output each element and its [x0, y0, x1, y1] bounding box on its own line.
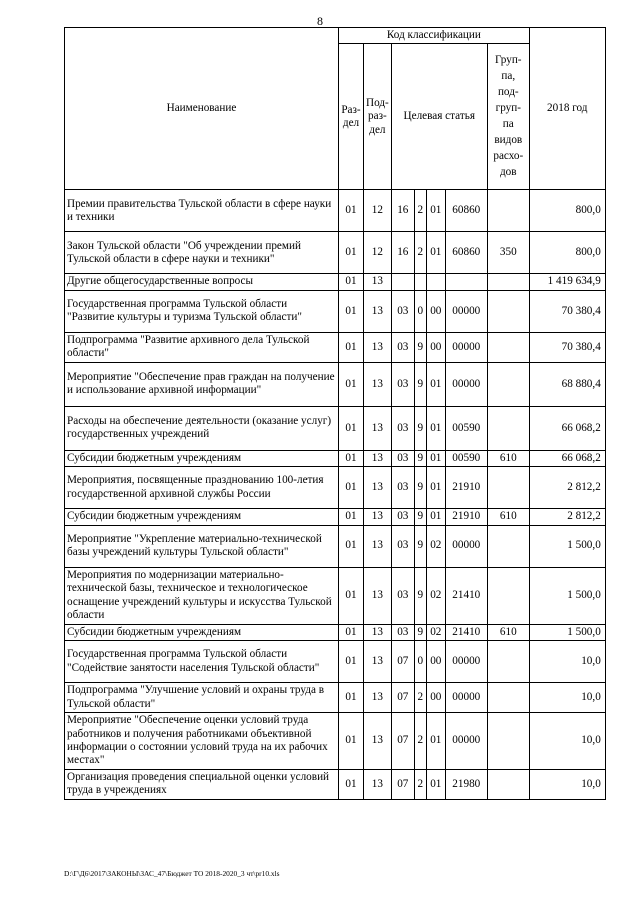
subprogram-code: 9 [414, 332, 426, 362]
razdel-code: 01 [339, 683, 364, 713]
podrazdel-code: 13 [364, 567, 392, 624]
direction-code: 21410 [445, 624, 487, 640]
subprogram-code [414, 274, 426, 290]
razdel-code: 01 [339, 450, 364, 466]
row-name: Закон Тульской области "Об учреждении премий Тульской области в сфере науки и техники" [65, 232, 339, 274]
razdel-code: 01 [339, 624, 364, 640]
expense-type-code [487, 567, 529, 624]
row-name: Другие общегосударственные вопросы [65, 274, 339, 290]
expense-type-code [487, 641, 529, 683]
row-name: Организация проведения специальной оценки условий труда в учреждениях [65, 769, 339, 799]
razdel-code: 01 [339, 467, 364, 509]
direction-code: 00590 [445, 406, 487, 450]
measure-code: 00 [426, 641, 445, 683]
table-row [65, 467, 606, 509]
program-code: 16 [391, 190, 414, 232]
target-article-header: Целевая статья [391, 44, 487, 190]
row-name: Подпрограмма "Развитие архивного дела Тульской области" [65, 332, 339, 362]
measure-code: 01 [426, 450, 445, 466]
podrazdel-code: 13 [364, 624, 392, 640]
subprogram-code: 0 [414, 290, 426, 332]
direction-code [445, 274, 487, 290]
direction-code: 00000 [445, 641, 487, 683]
table-row [65, 406, 606, 450]
podrazdel-code: 12 [364, 190, 392, 232]
row-name: Мероприятия, посвященные празднованию 100-летия государственной архивной службы России [65, 467, 339, 509]
table-row [65, 332, 606, 362]
expense-type-code [487, 406, 529, 450]
razdel-code: 01 [339, 641, 364, 683]
amount-2018: 70 380,4 [529, 332, 605, 362]
row-name: Субсидии бюджетным учреждениям [65, 624, 339, 640]
razdel-code: 01 [339, 190, 364, 232]
expense-type-code [487, 290, 529, 332]
amount-2018: 66 068,2 [529, 450, 605, 466]
row-name: Мероприятие "Обеспечение прав граждан на получение и использование архивной информации" [65, 362, 339, 406]
direction-code: 60860 [445, 232, 487, 274]
table-row [65, 567, 606, 624]
razdel-code: 01 [339, 769, 364, 799]
direction-code: 00000 [445, 525, 487, 567]
expense-type-code [487, 332, 529, 362]
amount-2018: 800,0 [529, 190, 605, 232]
direction-code: 21410 [445, 567, 487, 624]
row-name: Премии правительства Тульской области в сфере науки и техники [65, 190, 339, 232]
expense-type-code: 350 [487, 232, 529, 274]
direction-code: 21910 [445, 509, 487, 525]
row-name: Субсидии бюджетным учреждениям [65, 509, 339, 525]
podrazdel-code: 13 [364, 683, 392, 713]
expense-type-code: 610 [487, 624, 529, 640]
amount-2018: 2 812,2 [529, 509, 605, 525]
row-name: Мероприятие "Укрепление материально-технической базы учреждений культуры Тульской области" [65, 525, 339, 567]
subprogram-code: 9 [414, 450, 426, 466]
measure-code: 02 [426, 567, 445, 624]
table-body [65, 190, 606, 799]
podrazdel-code: 13 [364, 525, 392, 567]
amount-2018: 10,0 [529, 641, 605, 683]
table-row [65, 769, 606, 799]
row-name: Мероприятия по модернизации материально-технической базы, техническое и технологическое оснащение учреждений культуры и искусства Тульской области [65, 567, 339, 624]
program-code: 16 [391, 232, 414, 274]
podrazdel-code: 13 [364, 712, 392, 769]
expense-type-code: 610 [487, 509, 529, 525]
podrazdel-header: Под- раз- дел [364, 44, 392, 190]
razdel-code: 01 [339, 525, 364, 567]
amount-2018: 66 068,2 [529, 406, 605, 450]
table-row [65, 232, 606, 274]
razdel-code: 01 [339, 509, 364, 525]
table-row [65, 450, 606, 466]
classification-header: Код классификации [339, 28, 530, 44]
subprogram-code: 9 [414, 525, 426, 567]
measure-code [426, 274, 445, 290]
measure-code: 00 [426, 683, 445, 713]
expense-type-code [487, 769, 529, 799]
table-row [65, 509, 606, 525]
measure-code: 01 [426, 467, 445, 509]
amount-2018: 10,0 [529, 769, 605, 799]
table-row [65, 290, 606, 332]
row-name: Государственная программа Тульской области "Развитие культуры и туризма Тульской области" [65, 290, 339, 332]
podrazdel-code: 13 [364, 641, 392, 683]
program-code: 03 [391, 450, 414, 466]
expense-type-code [487, 683, 529, 713]
measure-code: 01 [426, 509, 445, 525]
podrazdel-code: 13 [364, 274, 392, 290]
measure-code: 01 [426, 406, 445, 450]
razdel-code: 01 [339, 406, 364, 450]
table-row [65, 624, 606, 640]
podrazdel-code: 13 [364, 332, 392, 362]
table-row [65, 712, 606, 769]
podrazdel-code: 13 [364, 406, 392, 450]
program-code: 03 [391, 509, 414, 525]
podrazdel-code: 13 [364, 467, 392, 509]
amount-2018: 1 500,0 [529, 624, 605, 640]
program-code: 03 [391, 406, 414, 450]
table-row [65, 641, 606, 683]
budget-table [64, 27, 606, 800]
program-code: 03 [391, 525, 414, 567]
name-column-header: Наименование [65, 28, 339, 190]
expense-type-code [487, 525, 529, 567]
podrazdel-code: 12 [364, 232, 392, 274]
page-number: 8 [317, 14, 323, 28]
measure-code: 02 [426, 624, 445, 640]
measure-code: 01 [426, 362, 445, 406]
amount-2018: 1 500,0 [529, 567, 605, 624]
amount-2018: 10,0 [529, 712, 605, 769]
row-name: Расходы на обеспечение деятельности (оказание услуг) государственных учреждений [65, 406, 339, 450]
table-row [65, 683, 606, 713]
row-name: Государственная программа Тульской области "Содействие занятости населения Тульской области" [65, 641, 339, 683]
program-code [391, 274, 414, 290]
amount-2018: 800,0 [529, 232, 605, 274]
podrazdel-code: 13 [364, 290, 392, 332]
row-name: Мероприятие "Обеспечение оценки условий труда работников и получения работниками объективной информации о состоянии условий труда на их рабочих местах" [65, 712, 339, 769]
direction-code: 21910 [445, 467, 487, 509]
direction-code: 00000 [445, 290, 487, 332]
amount-2018: 1 419 634,9 [529, 274, 605, 290]
expense-type-code [487, 467, 529, 509]
direction-code: 00590 [445, 450, 487, 466]
amount-2018: 1 500,0 [529, 525, 605, 567]
table-row [65, 190, 606, 232]
subprogram-code: 2 [414, 683, 426, 713]
razdel-code: 01 [339, 232, 364, 274]
program-code: 07 [391, 769, 414, 799]
subprogram-code: 9 [414, 509, 426, 525]
table-row [65, 274, 606, 290]
subprogram-code: 9 [414, 406, 426, 450]
expense-group-header: Груп- па, под- груп- па видов расхо- дов [487, 44, 529, 190]
subprogram-code: 9 [414, 624, 426, 640]
subprogram-code: 2 [414, 769, 426, 799]
program-code: 07 [391, 683, 414, 713]
direction-code: 00000 [445, 683, 487, 713]
table-row [65, 362, 606, 406]
amount-2018: 68 880,4 [529, 362, 605, 406]
subprogram-code: 9 [414, 567, 426, 624]
program-code: 03 [391, 290, 414, 332]
direction-code: 21980 [445, 769, 487, 799]
program-code: 03 [391, 567, 414, 624]
measure-code: 00 [426, 290, 445, 332]
measure-code: 00 [426, 332, 445, 362]
expense-type-code [487, 274, 529, 290]
amount-2018: 2 812,2 [529, 467, 605, 509]
row-name: Подпрограмма "Улучшение условий и охраны труда в Тульской области" [65, 683, 339, 713]
subprogram-code: 9 [414, 362, 426, 406]
row-name: Субсидии бюджетным учреждениям [65, 450, 339, 466]
razdel-code: 01 [339, 362, 364, 406]
subprogram-code: 2 [414, 712, 426, 769]
razdel-code: 01 [339, 290, 364, 332]
program-code: 07 [391, 712, 414, 769]
subprogram-code: 0 [414, 641, 426, 683]
podrazdel-code: 13 [364, 509, 392, 525]
podrazdel-code: 13 [364, 769, 392, 799]
expense-type-code [487, 362, 529, 406]
amount-2018: 70 380,4 [529, 290, 605, 332]
measure-code: 01 [426, 232, 445, 274]
razdel-code: 01 [339, 712, 364, 769]
program-code: 03 [391, 332, 414, 362]
expense-type-code [487, 190, 529, 232]
program-code: 03 [391, 624, 414, 640]
razdel-header: Раз- дел [339, 44, 364, 190]
razdel-code: 01 [339, 274, 364, 290]
razdel-code: 01 [339, 567, 364, 624]
expense-type-code [487, 712, 529, 769]
subprogram-code: 9 [414, 467, 426, 509]
program-code: 03 [391, 362, 414, 406]
subprogram-code: 2 [414, 232, 426, 274]
direction-code: 00000 [445, 712, 487, 769]
direction-code: 60860 [445, 190, 487, 232]
table-row [65, 525, 606, 567]
measure-code: 01 [426, 712, 445, 769]
year-column-header: 2018 год [529, 28, 605, 190]
podrazdel-code: 13 [364, 450, 392, 466]
amount-2018: 10,0 [529, 683, 605, 713]
measure-code: 01 [426, 190, 445, 232]
measure-code: 02 [426, 525, 445, 567]
file-path-footer: D:\Г\Д6\2017\ЗАКОНЫ\ЗАС_47\Бюджет ТО 2018-2020_3 чт\pr10.xls [64, 869, 280, 878]
direction-code: 00000 [445, 362, 487, 406]
subprogram-code: 2 [414, 190, 426, 232]
measure-code: 01 [426, 769, 445, 799]
expense-type-code: 610 [487, 450, 529, 466]
podrazdel-code: 13 [364, 362, 392, 406]
direction-code: 00000 [445, 332, 487, 362]
razdel-code: 01 [339, 332, 364, 362]
program-code: 07 [391, 641, 414, 683]
program-code: 03 [391, 467, 414, 509]
